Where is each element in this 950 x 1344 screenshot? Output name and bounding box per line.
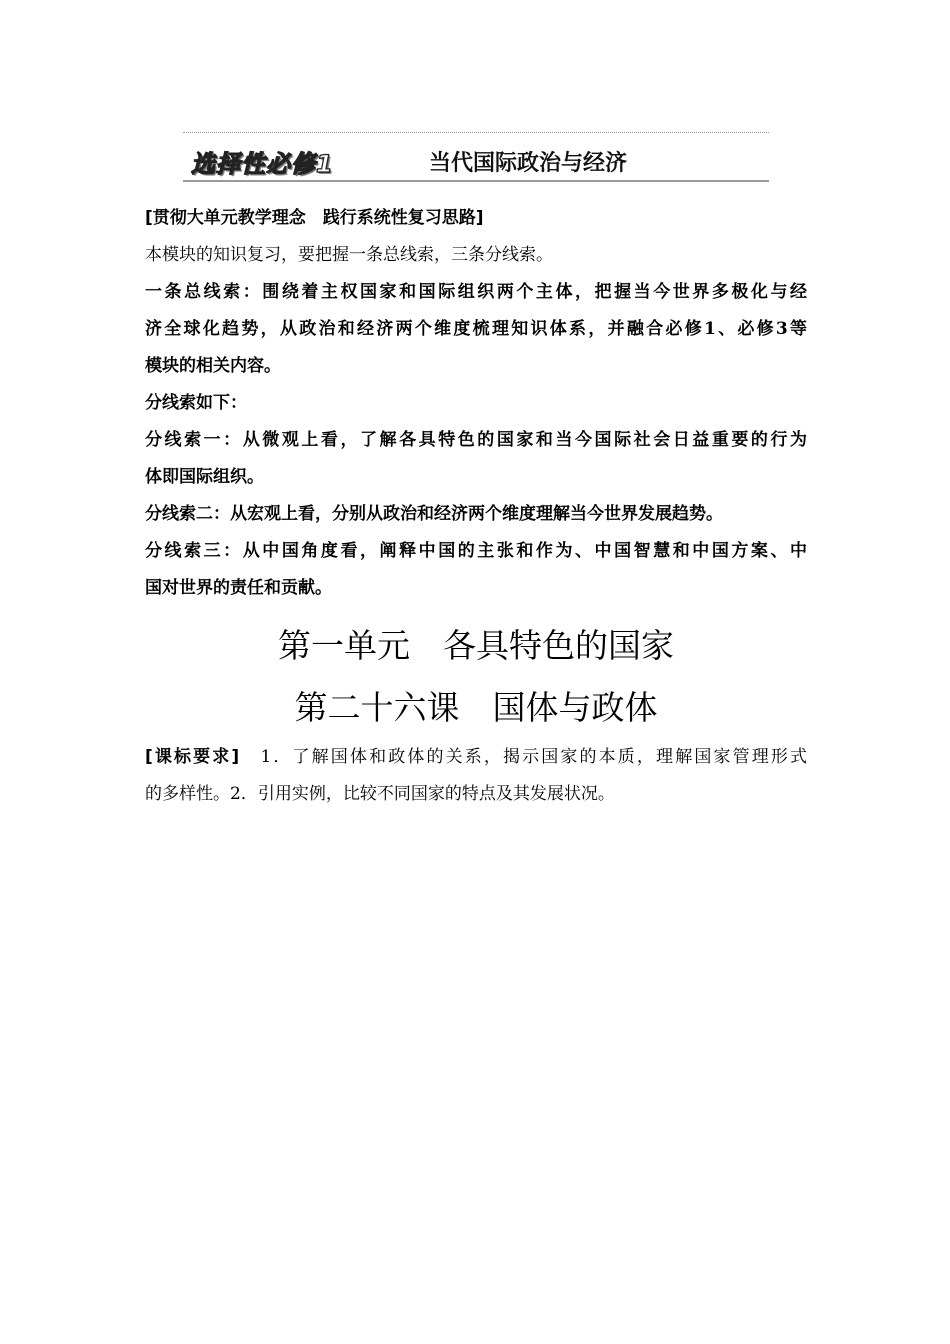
intro-heading: [贯彻大单元教学理念 践行系统性复习思路]: [145, 208, 484, 228]
standard-label: [课标要求]: [145, 747, 240, 767]
clue-3-label: 分线索三：: [145, 541, 243, 561]
clue-2-label: 分线索二：: [145, 504, 230, 524]
standard-line-2: 的多样性。2．引用实例，比较不同国家的特点及其发展状况。: [145, 784, 615, 804]
header-top-rule: [183, 132, 769, 133]
module-title: 当代国际政治与经济: [429, 150, 628, 176]
clue-1-line-1: [145, 422, 807, 459]
clue-3-line-1: [145, 533, 807, 570]
lesson-title: 第二十六课 国体与政体: [294, 688, 658, 727]
standard-text-1: 1．了解国体和政体的关系，揭示国家的本质，理解国家管理形式: [239, 747, 807, 767]
main-clue-text-1: 围绕着主权国家和国际组织两个主体，把握当今世界多极化与经: [262, 282, 808, 302]
main-clue-line-2: 济全球化趋势，从政治和经济两个维度梳理知识体系，并融合必修1、必修3等: [145, 319, 807, 339]
clue-3-line-2: 国对世界的责任和贡献。: [145, 578, 332, 598]
header-bottom-rule: [183, 180, 769, 182]
module-header: [183, 132, 769, 182]
sub-clue-intro: 分线索如下：: [145, 393, 247, 413]
main-clue-label: 一条总线索：: [145, 282, 263, 302]
clue-2-text-1: 从宏观上看，分别从政治和经济两个维度理解当今世界发展趋势。: [230, 504, 723, 524]
module-badge: 选择性必修1: [191, 150, 334, 178]
main-clue-line-1: [145, 274, 807, 311]
unit-title: 第一单元 各具特色的国家: [278, 626, 674, 665]
document-body: [145, 200, 807, 813]
intro-summary: 本模块的知识复习，要把握一条总线索，三条分线索。: [145, 245, 553, 265]
clue-2-line-1: [145, 496, 807, 533]
standard-line-1: [145, 739, 807, 776]
clue-1-line-2: 体即国际组织。: [145, 467, 264, 487]
main-clue-line-3: 模块的相关内容。: [145, 356, 281, 376]
clue-1-text-1: 从微观上看，了解各具特色的国家和当今国际社会日益重要的行为: [242, 430, 808, 450]
clue-1-label: 分线索一：: [145, 430, 243, 450]
clue-3-text-1: 从中国角度看，阐释中国的主张和作为、中国智慧和中国方案、中: [242, 541, 808, 561]
